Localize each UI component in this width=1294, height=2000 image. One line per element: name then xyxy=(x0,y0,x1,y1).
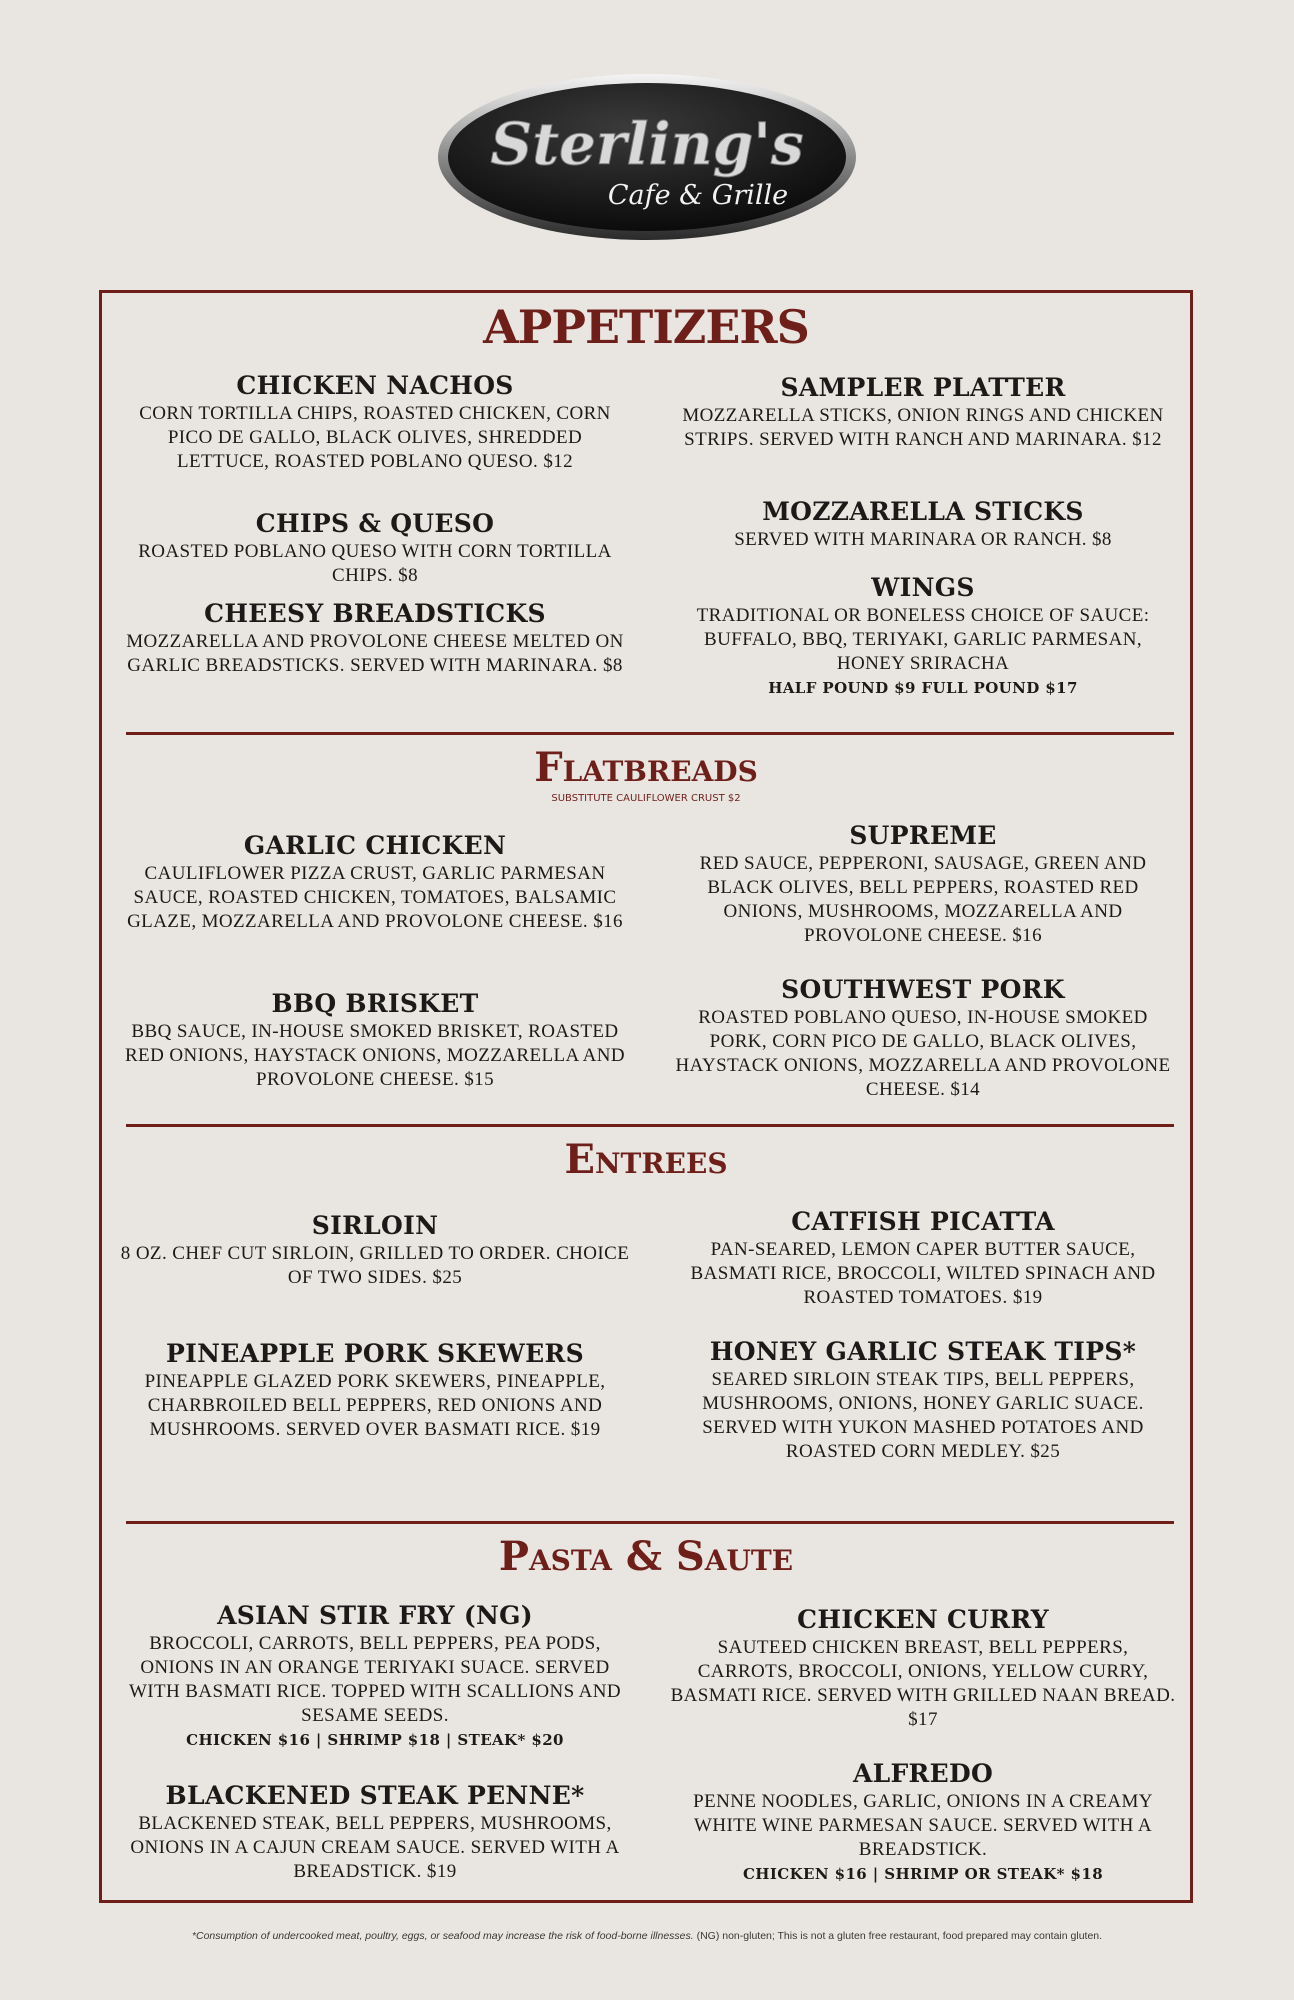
gluten-notice: (NG) non-gluten; This is not a gluten free restaurant, food prepared may contain gluten. xyxy=(696,1930,1103,1942)
menu-item-cheesy-breadsticks xyxy=(120,600,630,678)
item-options: HALF POUND $9 FULL POUND $17 xyxy=(768,679,1078,697)
menu-item-garlic-chicken xyxy=(120,832,630,934)
section-title-entrees: Entrees xyxy=(564,1136,728,1183)
item-name: CHICKEN CURRY xyxy=(797,1605,1049,1634)
item-name: MOZZARELLA STICKS xyxy=(762,497,1084,526)
item-name: SIRLOIN xyxy=(311,1211,439,1240)
item-name: SUPREME xyxy=(849,821,997,850)
item-description: SERVED WITH MARINARA OR RANCH. $8 xyxy=(734,529,1112,550)
menu-item-asian-stir-fry xyxy=(120,1602,630,1751)
item-name: BBQ BRISKET xyxy=(271,989,479,1018)
item-description: BROCCOLI, CARROTS, BELL PEPPERS, PEA PODS, ONIONS IN AN ORANGE TERIYAKI SUACE. SERVED WITH BASMATI RICE. TOPPED WITH SCALLIONS AND SESAME SEEDS. xyxy=(128,1633,622,1726)
item-description: CAULIFLOWER PIZZA CRUST, GARLIC PARMESAN SAUCE, ROASTED CHICKEN, TOMATOES, BALSAMIC GLAZE, MOZZARELLA AND PROVOLONE CHEESE. $16 xyxy=(127,863,623,932)
section-title-pasta-saute: Pasta & Saute xyxy=(498,1533,794,1580)
logo-brand-name: Sterling's xyxy=(490,110,804,178)
item-description: ROASTED POBLANO QUESO, IN-HOUSE SMOKED PORK, CORN PICO DE GALLO, BLACK OLIVES, HAYSTACK ONIONS, MOZZARELLA AND PROVOLONE CHEESE. $14 xyxy=(675,1007,1171,1100)
item-description: MOZZARELLA STICKS, ONION RINGS AND CHICKEN STRIPS. SERVED WITH RANCH AND MARINARA. $12 xyxy=(682,405,1164,450)
menu-item-bbq-brisket xyxy=(120,990,630,1092)
item-description: RED SAUCE, PEPPERONI, SAUSAGE, GREEN AND BLACK OLIVES, BELL PEPPERS, ROASTED RED ONIONS, MUSHROOMS, MOZZARELLA AND PROVOLONE CHEESE. $16 xyxy=(699,853,1147,946)
item-name: CHICKEN NACHOS xyxy=(236,371,514,400)
menu-item-alfredo xyxy=(668,1760,1178,1885)
item-name: CHIPS & QUESO xyxy=(255,509,495,538)
item-description: SAUTEED CHICKEN BREAST, BELL PEPPERS, CARROTS, BROCCOLI, ONIONS, YELLOW CURRY, BASMATI RICE. SERVED WITH GRILLED NAAN BREAD. $17 xyxy=(670,1637,1176,1730)
item-name: GARLIC CHICKEN xyxy=(243,831,507,860)
item-description: ROASTED POBLANO QUESO WITH CORN TORTILLA CHIPS. $8 xyxy=(138,541,612,586)
item-name: BLACKENED STEAK PENNE* xyxy=(165,1781,585,1810)
menu-item-sirloin xyxy=(120,1212,630,1290)
logo-tagline: Cafe & Grille xyxy=(607,180,789,211)
item-description: TRADITIONAL OR BONELESS CHOICE OF SAUCE: BUFFALO, BBQ, TERIYAKI, GARLIC PARMESAN, HONEY SRIRACHA xyxy=(696,605,1150,674)
item-description: SEARED SIRLOIN STEAK TIPS, BELL PEPPERS, MUSHROOMS, ONIONS, HONEY GARLIC SUACE. SERVED WITH YUKON MASHED POTATOES AND ROASTED CORN MEDLEY. $25 xyxy=(702,1369,1144,1462)
menu-item-pineapple-pork-skewers xyxy=(120,1340,630,1442)
menu-item-chicken-curry xyxy=(668,1606,1178,1732)
menu-item-southwest-pork xyxy=(668,976,1178,1102)
menu-item-wings xyxy=(668,574,1178,699)
item-description: MOZZARELLA AND PROVOLONE CHEESE MELTED ON GARLIC BREADSTICKS. SERVED WITH MARINARA. $8 xyxy=(126,631,624,676)
section-title-flatbreads: Flatbreads xyxy=(534,744,758,791)
restaurant-logo xyxy=(436,72,858,242)
item-options: CHICKEN $16 | SHRIMP OR STEAK* $18 xyxy=(742,1865,1104,1883)
item-description: BBQ SAUCE, IN-HOUSE SMOKED BRISKET, ROASTED RED ONIONS, HAYSTACK ONIONS, MOZZARELLA AND PROVOLONE CHEESE. $15 xyxy=(124,1021,626,1090)
item-name: ASIAN STIR FRY (NG) xyxy=(217,1601,533,1630)
undercooked-warning: *Consumption of undercooked meat, poultry, eggs, or seafood may increase the risk of food-borne illnesses. xyxy=(191,1930,694,1942)
menu-item-supreme xyxy=(668,822,1178,948)
item-description: CORN TORTILLA CHIPS, ROASTED CHICKEN, CORN PICO DE GALLO, BLACK OLIVES, SHREDDED LETTUCE, ROASTED POBLANO QUESO. $12 xyxy=(139,403,611,472)
item-description: PAN-SEARED, LEMON CAPER BUTTER SAUCE, BASMATI RICE, BROCCOLI, WILTED SPINACH AND ROASTED TOMATOES. $19 xyxy=(690,1239,1156,1308)
flatbreads-note: SUBSTITUTE CAULIFLOWER CRUST $2 xyxy=(551,793,741,804)
menu-item-honey-garlic-steak-tips xyxy=(668,1338,1178,1464)
item-description: PENNE NOODLES, GARLIC, ONIONS IN A CREAMY WHITE WINE PARMESAN SAUCE. SERVED WITH A BREADSTICK. xyxy=(693,1791,1153,1860)
item-description: PINEAPPLE GLAZED PORK SKEWERS, PINEAPPLE, CHARBROILED BELL PEPPERS, RED ONIONS AND MUSHROOMS. SERVED OVER BASMATI RICE. $19 xyxy=(144,1371,606,1440)
menu-item-chicken-nachos xyxy=(120,372,630,474)
food-safety-footnote xyxy=(0,1930,1294,1942)
item-name: CATFISH PICATTA xyxy=(791,1207,1055,1236)
item-description: 8 OZ. CHEF CUT SIRLOIN, GRILLED TO ORDER. CHOICE OF TWO SIDES. $25 xyxy=(120,1243,630,1288)
menu-item-blackened-steak-penne xyxy=(120,1782,630,1884)
menu-item-mozzarella-sticks xyxy=(668,498,1178,552)
section-divider xyxy=(126,1521,1174,1524)
item-name: PINEAPPLE PORK SKEWERS xyxy=(166,1339,584,1368)
item-name: SOUTHWEST PORK xyxy=(781,975,1065,1004)
section-divider xyxy=(126,732,1174,735)
item-name: CHEESY BREADSTICKS xyxy=(204,599,546,628)
item-name: WINGS xyxy=(871,573,975,602)
item-name: HONEY GARLIC STEAK TIPS* xyxy=(709,1337,1137,1366)
section-title-appetizers: APPETIZERS xyxy=(483,300,809,354)
menu-item-chips-queso xyxy=(120,510,630,588)
menu-item-sampler-platter xyxy=(668,374,1178,452)
item-name: SAMPLER PLATTER xyxy=(780,373,1066,402)
menu-item-catfish-picatta xyxy=(668,1208,1178,1310)
item-options: CHICKEN $16 | SHRIMP $18 | STEAK* $20 xyxy=(186,1731,564,1749)
item-name: ALFREDO xyxy=(852,1759,994,1788)
section-divider xyxy=(126,1124,1174,1127)
item-description: BLACKENED STEAK, BELL PEPPERS, MUSHROOMS, ONIONS IN A CAJUN CREAM SAUCE. SERVED WITH A BREADSTICK. $19 xyxy=(130,1813,620,1882)
